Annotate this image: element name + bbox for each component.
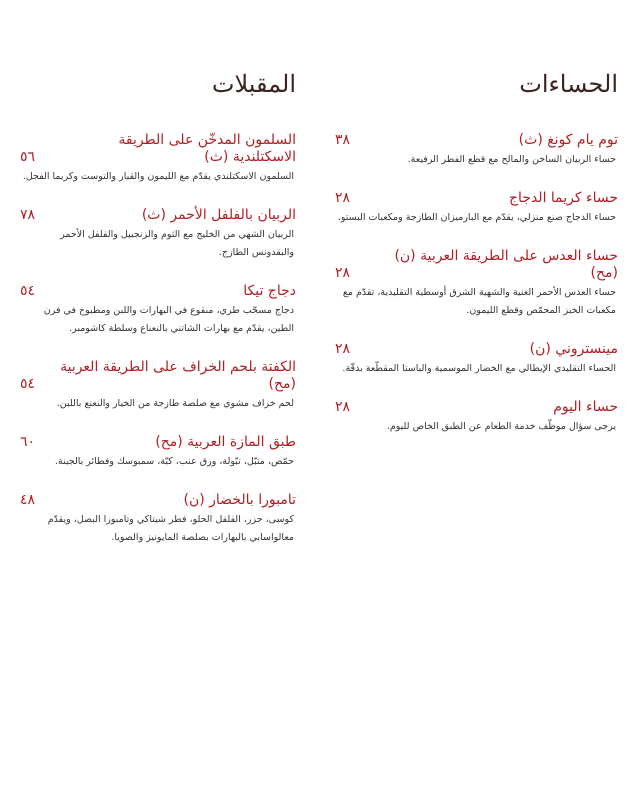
menu-item bbox=[20, 283, 296, 338]
item-name: دجاج تيكا bbox=[243, 283, 296, 299]
menu-item bbox=[20, 132, 296, 186]
item-description: السلمون الاسكتلندي يقدّم مع الليمون والقبار والتوست وكريما الفجل. bbox=[22, 171, 294, 182]
item-description: يرجى سؤال موظّف خدمة الطعام عن الطبق الخاص لليوم. bbox=[386, 421, 616, 432]
menu-item bbox=[20, 492, 296, 547]
item-name: حساء كريما الدجاج bbox=[509, 190, 618, 206]
item-price: ٥٤ bbox=[20, 283, 36, 299]
item-price: ٤٨ bbox=[20, 492, 36, 508]
item-price: ٢٨ bbox=[335, 341, 351, 357]
item-head bbox=[335, 248, 618, 282]
item-price: ٢٨ bbox=[335, 399, 351, 415]
item-name: السلمون المدخّن على الطريقة الاسكتلندية (ث) bbox=[118, 132, 296, 165]
menu-item bbox=[20, 359, 296, 413]
item-name: الكفتة بلحم الخراف على الطريقة العربية (مح) bbox=[60, 359, 296, 392]
item-head bbox=[20, 283, 296, 300]
item-description: كوسى، جزر، الفلفل الحلو، فطر شيتاكي وتامبورا البصل، ويقدّم معالواسابي بالبهارات بصلصة المايونيز والصويا. bbox=[47, 514, 294, 543]
item-name: حساء العدس على الطريقة العربية (ن) (مح) bbox=[394, 248, 618, 281]
item-price: ٢٨ bbox=[335, 265, 351, 281]
item-description: حساء الربيان الساخن والمالح مع قطع الفطر الرفيعة. bbox=[407, 154, 616, 165]
menu-item bbox=[335, 341, 618, 378]
item-price: ٢٨ bbox=[335, 190, 351, 206]
item-head bbox=[20, 434, 296, 451]
item-description: لحم خراف مشوي مع صلصة طازجة من الخيار والنعنع باللبن. bbox=[56, 398, 294, 409]
menu-item bbox=[335, 248, 618, 320]
item-price: ٥٦ bbox=[20, 149, 36, 165]
item-name: حساء اليوم bbox=[553, 399, 618, 415]
item-description: الحساء التقليدي الإيطالي مع الخضار الموسمية والباستا المقطّعة بدقّة. bbox=[342, 363, 616, 374]
item-price: ٦٠ bbox=[20, 434, 36, 450]
item-description: دجاج مسحّب طري، منقوع في البهارات واللبن ومطبوخ في فرن الطين، يقدّم مع بهارات الشاتني بالنعناع وسلطة كاشومبر. bbox=[43, 305, 294, 334]
item-price: ٧٨ bbox=[20, 207, 36, 223]
item-price: ٣٨ bbox=[335, 132, 351, 148]
item-head bbox=[335, 190, 618, 207]
item-head bbox=[20, 207, 296, 224]
item-head bbox=[335, 399, 618, 416]
item-name: مينستروني (ن) bbox=[529, 341, 618, 357]
item-description: حمّص، متبّل، تبّولة، ورق عنب، كبّة، سمبوسك وفطائر بالجبنة. bbox=[54, 456, 294, 467]
menu-item bbox=[335, 190, 618, 227]
item-head bbox=[20, 132, 296, 166]
item-description: حساء الدجاج صنع منزلي، يقدّم مع البارميزان الطازجة ومكعبات البستو. bbox=[337, 212, 616, 223]
item-description: حساء العدس الأحمر الغنية والشهية الشرق أوسطية التقليدية، تقدّم مع مكعبات الخبز المحمّص وقطع الليمون. bbox=[342, 287, 616, 316]
menu-item bbox=[20, 434, 296, 471]
starters-column bbox=[20, 66, 296, 568]
item-head bbox=[20, 359, 296, 393]
item-price: ٥٤ bbox=[20, 376, 36, 392]
item-description: الربيان الشهي من الخليج مع الثوم والزنجبيل والفلفل الأحمر والبقدونس الطازج. bbox=[60, 229, 294, 258]
item-head bbox=[335, 132, 618, 149]
item-name: توم يام كونغ (ث) bbox=[518, 132, 618, 148]
soups-column bbox=[335, 66, 618, 457]
menu-item bbox=[335, 132, 618, 169]
starters-title: المقبلات bbox=[211, 70, 296, 98]
item-name: طبق المازة العربية (مح) bbox=[155, 434, 296, 450]
item-name: الربيان بالفلفل الأحمر (ث) bbox=[141, 207, 296, 223]
item-name: تامبورا بالخضار (ن) bbox=[183, 492, 296, 508]
item-head bbox=[335, 341, 618, 358]
item-head bbox=[20, 492, 296, 509]
menu-item bbox=[335, 399, 618, 436]
menu-item bbox=[20, 207, 296, 262]
soups-title: الحساءات bbox=[519, 70, 618, 98]
